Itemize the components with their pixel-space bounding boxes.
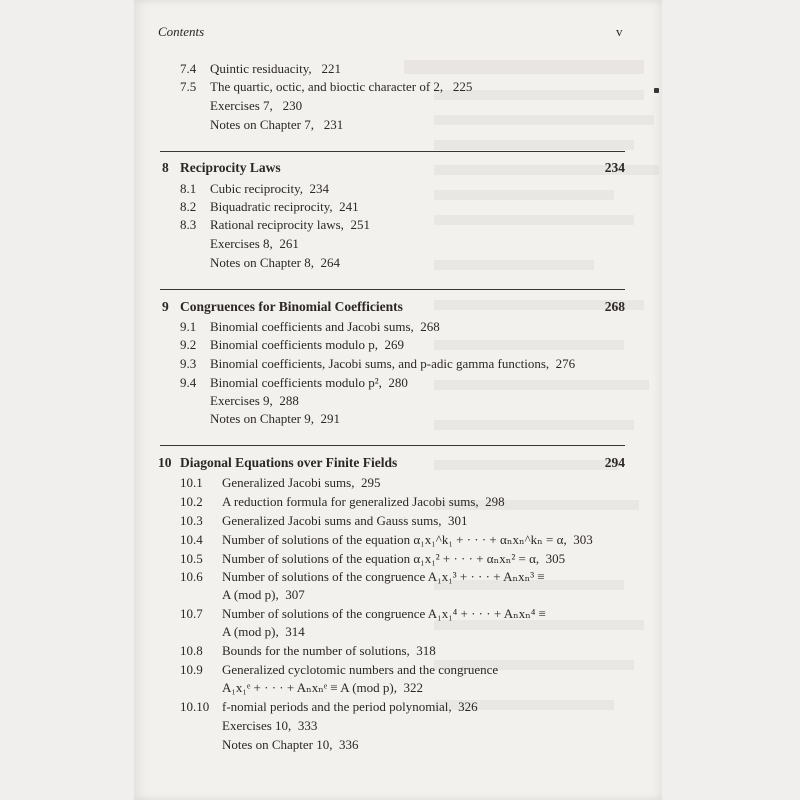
toc-entry[interactable] (180, 78, 196, 96)
section-page: 269 (384, 337, 405, 352)
section-number: 9.1 (180, 319, 197, 334)
running-header-title: Contents (158, 24, 205, 39)
toc-entry-title[interactable] (222, 568, 545, 586)
toc-entry-title[interactable] (210, 180, 329, 198)
toc-entry-title[interactable] (210, 392, 299, 410)
section-title: The quartic, octic, and bioctic character of 2, (210, 79, 444, 94)
section-title: A reduction formula for generalized Jacobi sums, (222, 494, 479, 509)
toc-entry-title[interactable] (210, 216, 370, 234)
toc-entry-title[interactable] (210, 410, 340, 428)
section-number: 10.7 (180, 606, 203, 621)
section-number: 7.5 (180, 79, 197, 94)
section-page: 314 (285, 624, 305, 639)
section-number: 10.5 (180, 551, 203, 566)
section-number: 10.10 (180, 699, 210, 714)
section-title: f-nomial periods and the period polynomial, (222, 699, 452, 714)
chapter-page: 268 (604, 299, 625, 314)
section-page: 234 (309, 181, 330, 196)
section-page: 318 (416, 643, 436, 658)
section-title: Binomial coefficients modulo p, (210, 337, 379, 352)
chapter-title[interactable]: Diagonal Equations over Finite Fields (180, 455, 398, 470)
chapter-divider (160, 289, 625, 290)
section-title: Notes on Chapter 10, (222, 737, 333, 752)
section-page: 288 (279, 393, 299, 408)
toc-entry-title[interactable] (210, 97, 302, 115)
section-number: 7.4 (180, 61, 197, 76)
section-number: 10.9 (180, 662, 203, 677)
toc-entry-title[interactable] (210, 198, 359, 216)
chapter-divider (160, 445, 625, 446)
section-page: 261 (279, 236, 299, 251)
toc-entry-title[interactable] (210, 374, 408, 392)
section-number: 8.2 (180, 199, 197, 214)
chapter-number: 8 (162, 160, 169, 175)
section-page: 333 (297, 718, 318, 733)
chapter-number: 10 (158, 455, 172, 470)
section-title: Biquadratic reciprocity, (210, 199, 333, 214)
section-title-continued: A (mod p), (222, 587, 279, 602)
section-page: 251 (350, 217, 370, 232)
chapter-title[interactable]: Reciprocity Laws (180, 160, 281, 175)
section-page: 241 (339, 199, 359, 214)
section-number: 8.3 (180, 217, 197, 232)
chapter-number: 9 (162, 299, 169, 314)
toc-entry-title[interactable] (222, 736, 358, 754)
toc-entry-continuation[interactable] (222, 679, 423, 697)
section-number: 9.4 (180, 375, 197, 390)
section-number: 10.6 (180, 569, 203, 584)
section-number: 10.4 (180, 532, 203, 547)
toc-entry[interactable] (180, 60, 196, 78)
toc-entry-title[interactable] (210, 60, 341, 78)
toc-entry-title[interactable] (222, 531, 593, 549)
section-number: 9.2 (180, 337, 197, 352)
section-title: Bounds for the number of solutions, (222, 643, 410, 658)
chapter-page: 234 (604, 160, 625, 175)
section-number: 10.8 (180, 643, 203, 658)
section-page: 276 (555, 356, 576, 371)
chapter-divider (160, 151, 625, 152)
section-page: 268 (420, 319, 440, 334)
toc-entry-title[interactable] (210, 336, 404, 354)
running-header-page-number: v (616, 24, 623, 39)
section-title: Number of solutions of the congruence A₁x₁³ + · · · + Aₙxₙ³ ≡ (222, 569, 545, 584)
toc-entry-title[interactable] (210, 78, 472, 96)
section-number: 10.3 (180, 513, 203, 528)
toc-entry-title[interactable] (210, 235, 299, 253)
printing-mark (654, 88, 659, 93)
toc-entry-title[interactable] (210, 116, 343, 134)
section-page: 230 (282, 98, 303, 113)
toc-entry-title[interactable] (222, 717, 317, 735)
section-page: 305 (545, 551, 566, 566)
toc-entry-title[interactable] (222, 512, 468, 530)
section-page: 291 (320, 411, 340, 426)
section-page: 221 (321, 61, 341, 76)
section-number: 10.1 (180, 475, 203, 490)
section-title: Generalized Jacobi sums, (222, 475, 355, 490)
chapter-title[interactable]: Congruences for Binomial Coefficients (180, 299, 403, 314)
chapter-page: 294 (604, 455, 625, 470)
toc-entry-continuation[interactable] (222, 623, 305, 641)
section-title: Binomial coefficients modulo p², (210, 375, 382, 390)
section-page: 264 (320, 255, 340, 270)
section-title: Binomial coefficients and Jacobi sums, (210, 319, 414, 334)
section-number: 8.1 (180, 181, 197, 196)
section-title: Cubic reciprocity, (210, 181, 304, 196)
section-title: Exercises 9, (210, 393, 273, 408)
section-page: 295 (360, 475, 381, 490)
section-title: Quintic residuacity, (210, 61, 312, 76)
toc-entry-title[interactable] (210, 254, 340, 272)
toc-entry-title[interactable] (222, 698, 478, 716)
section-number: 10.2 (180, 494, 203, 509)
toc-entry-title[interactable] (222, 605, 546, 623)
section-title: Generalized Jacobi sums and Gauss sums, (222, 513, 442, 528)
section-page: 301 (448, 513, 468, 528)
section-title: Exercises 7, (210, 98, 273, 113)
section-page: 280 (388, 375, 408, 390)
section-title: Binomial coefficients, Jacobi sums, and p-adic gamma functions, (210, 356, 550, 371)
section-page: 307 (285, 587, 305, 602)
section-title: Exercises 8, (210, 236, 273, 251)
toc-entry-title[interactable] (222, 661, 498, 679)
section-title: Rational reciprocity laws, (210, 217, 344, 232)
section-title: Notes on Chapter 7, (210, 117, 314, 132)
section-page: 336 (338, 737, 359, 752)
section-number: 9.3 (180, 356, 197, 371)
section-page: 303 (573, 532, 593, 547)
toc-entry-title[interactable] (210, 318, 440, 336)
section-title: Generalized cyclotomic numbers and the congruence (222, 662, 499, 677)
toc-entry-title[interactable] (222, 550, 565, 568)
toc-entry-title[interactable] (210, 355, 575, 373)
section-title: Notes on Chapter 9, (210, 411, 314, 426)
section-title-continued: A₁x₁ᵉ + · · · + Aₙxₙᵉ ≡ A (mod p), (222, 680, 397, 695)
section-title: Exercises 10, (222, 718, 292, 733)
section-page: 225 (452, 79, 473, 94)
section-page: 322 (403, 680, 423, 695)
section-title: Number of solutions of the congruence A₁x₁⁴ + · · · + Aₙxₙ⁴ ≡ (222, 606, 546, 621)
section-title-continued: A (mod p), (222, 624, 279, 639)
toc-entry-title[interactable] (222, 642, 436, 660)
section-page: 326 (458, 699, 478, 714)
section-title: Notes on Chapter 8, (210, 255, 314, 270)
section-title: Number of solutions of the equation α₁x₁^k₁ + · · · + αₙxₙ^kₙ = α, (222, 532, 567, 547)
toc-entry-title[interactable] (222, 493, 505, 511)
section-page: 231 (323, 117, 344, 132)
toc-entry-continuation[interactable] (222, 586, 305, 604)
section-page: 298 (485, 494, 505, 509)
toc-entry-title[interactable] (222, 474, 380, 492)
section-title: Number of solutions of the equation α₁x₁² + · · · + αₙxₙ² = α, (222, 551, 540, 566)
